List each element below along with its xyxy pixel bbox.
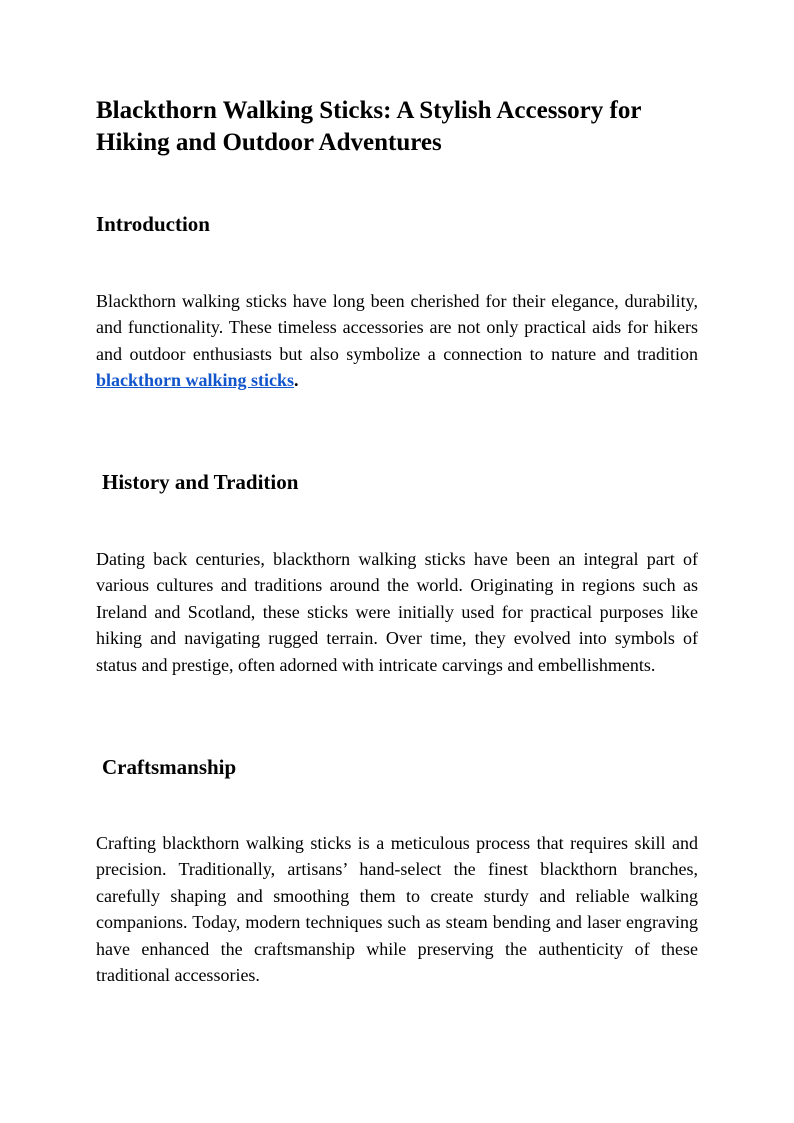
paragraph-period: . [294,370,299,391]
page-title: Blackthorn Walking Sticks: A Stylish Accessory for Hiking and Outdoor Adventures [96,97,641,156]
blackthorn-walking-sticks-link[interactable]: blackthorn walking sticks [96,370,295,391]
section-heading-introduction: Introduction [96,212,210,236]
section-paragraph-craftsmanship: Crafting blackthorn walking sticks is a meticulous process that requires skill and precision. Traditionally, artisans’ hand-select the finest blackthorn branches, carefully shaping and smoothing them to create sturdy and reliable walking companions. Today, modern techniques such as steam bending and laser engraving have enhanced the craftsmanship while preserving the authenticity of these traditional accessories. [96,833,698,986]
section-heading-history: History and Tradition [102,470,299,494]
section-paragraph-history: Dating back centuries, blackthorn walking sticks have been an integral part of various cultures and traditions around the world. Originating in regions such as Ireland and Scotland, these sticks were initially used for practical purposes like hiking and navigating rugged terrain. Over time, they evolved into symbols of status and prestige, often adorned with intricate carvings and embellishments. [96,549,698,675]
section-heading-craftsmanship: Craftsmanship [102,755,237,779]
paragraph-text: Blackthorn walking sticks have long been cherished for their elegance, durability, and functionality. These timeless accessories are not only practical aids for hikers and outdoor enthusiasts but also symbolize a connection to nature and tradition [96,291,698,364]
section-paragraph-introduction [96,288,698,394]
